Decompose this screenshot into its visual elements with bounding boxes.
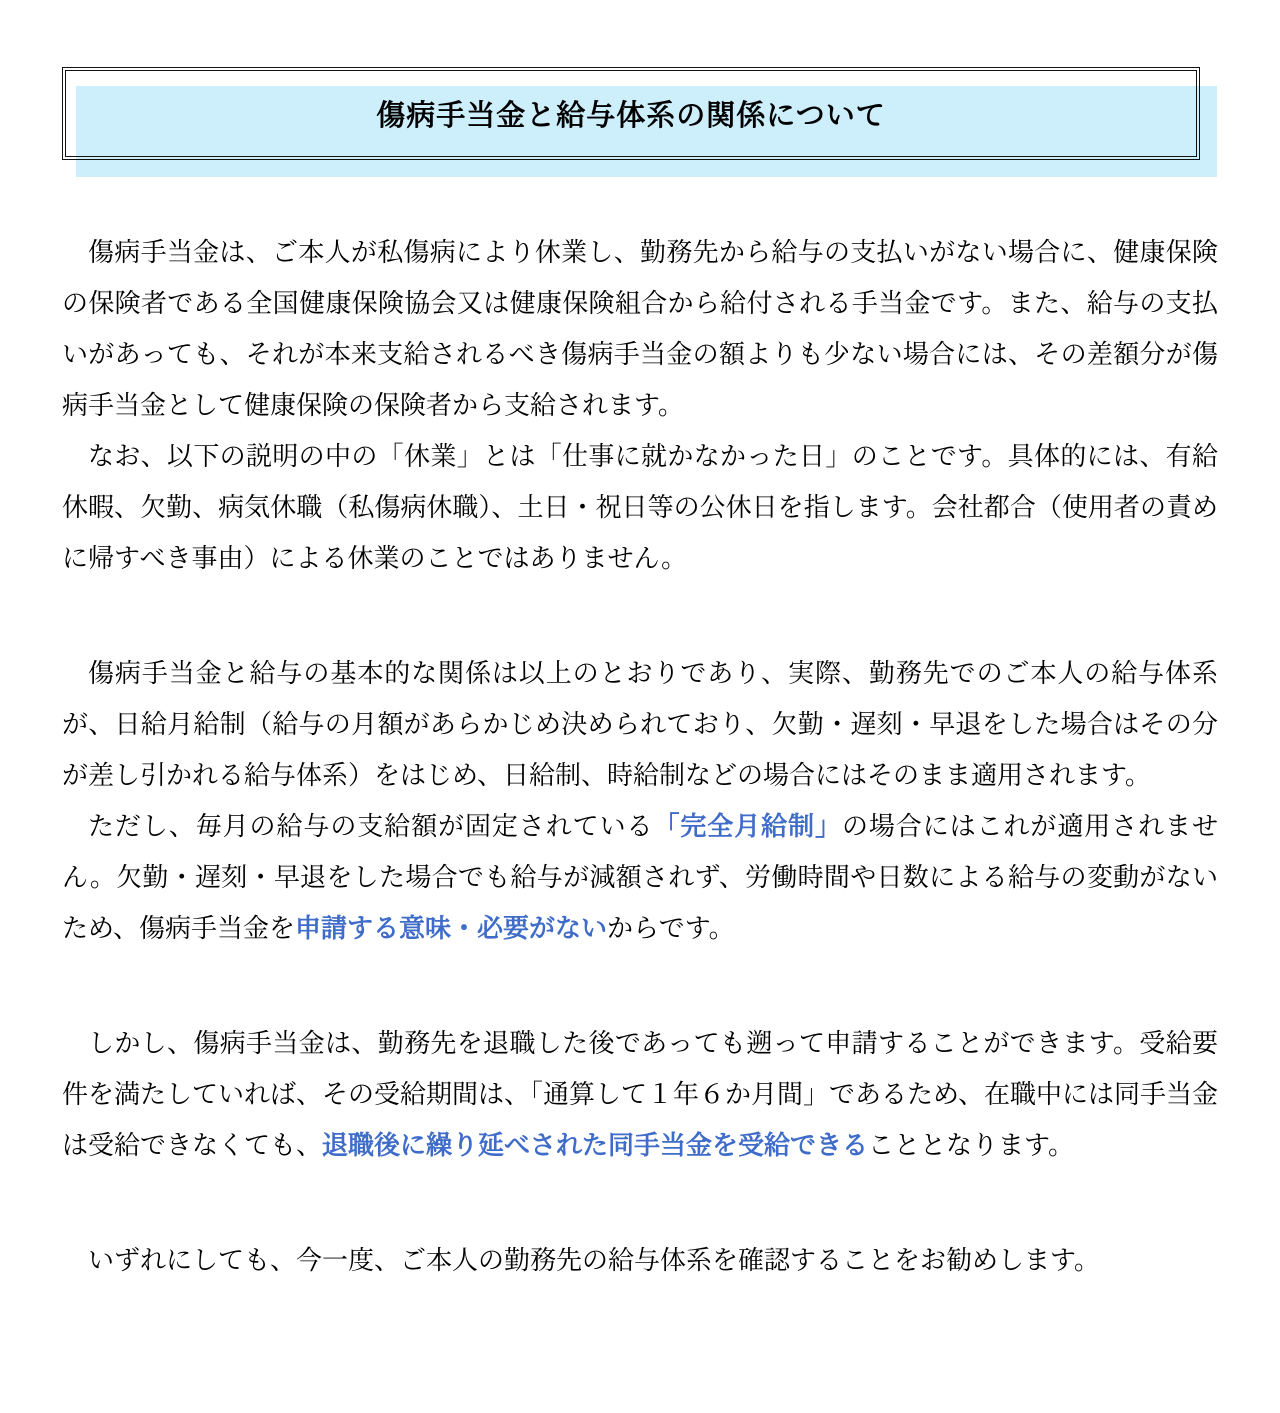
title-area <box>0 0 1280 177</box>
body-text: 傷病手当金と給与の基本的な関係は以上のとおりであり、実際、勤務先でのご本人の給与体系が、日給月給制（給与の月額があらかじめ決められており、欠勤・遅刻・早退をした場合はその分が差し引かれる給与体系）をはじめ、日給制、時給制などの場合にはそのまま適用されます。 <box>62 658 1218 790</box>
body-text: 傷病手当金は、ご本人が私傷病により休業し、勤務先から給与の支払いがない場合に、健康保険の保険者である全国健康保険協会又は健康保険組合から給付される手当金です。また、給与の支払いがあっても、それが本来支給されるべき傷病手当金の額よりも少ない場合には、その差額分が傷病手当金として健康保険の保険者から支給されます。 <box>62 237 1218 420</box>
body-text: の場合にはこれが適用されません。欠勤・遅刻・早退をした場合でも給与が減額されず、労働時間や日数による給与の変動がないため、傷病手当金を <box>62 811 1218 943</box>
paragraph <box>62 801 1218 954</box>
title-frame <box>62 67 1200 160</box>
body-text: なお、以下の説明の中の「休業」とは「仕事に就かなかった日」のことです。具体的には、有給休暇、欠勤、病気休職（私傷病休職）、土日・祝日等の公休日を指します。会社都合（使用者の責めに帰すべき事由）による休業のことではありません。 <box>62 441 1218 573</box>
document-body <box>62 227 1218 1286</box>
paragraph-list <box>62 227 1218 1286</box>
body-text: こととなります。 <box>868 1130 1074 1160</box>
highlighted-text: 退職後に繰り延べされた同手当金を受給できる <box>322 1130 869 1160</box>
paragraph <box>62 648 1218 801</box>
body-text: ただし、毎月の給与の支給額が固定されている <box>88 811 654 841</box>
page-title: 傷病手当金と給与体系の関係について <box>376 100 886 132</box>
paragraph <box>62 1018 1218 1171</box>
highlighted-text: 申請する意味・必要がない <box>294 913 607 943</box>
paragraph <box>62 431 1218 584</box>
body-text: からです。 <box>606 913 735 943</box>
paragraph <box>62 227 1218 431</box>
body-text: いずれにしても、今一度、ご本人の勤務先の給与体系を確認することをお勧めします。 <box>88 1245 1100 1275</box>
highlighted-text: 「完全月給制」 <box>653 811 842 841</box>
body-text: しかし、傷病手当金は、勤務先を退職した後であっても遡って申請することができます。受給要件を満たしていれば、その受給期間は、「通算して１年６か月間」であるため、在職中には同手当金は受給できなくても、 <box>62 1028 1218 1160</box>
paragraph <box>62 1235 1218 1286</box>
